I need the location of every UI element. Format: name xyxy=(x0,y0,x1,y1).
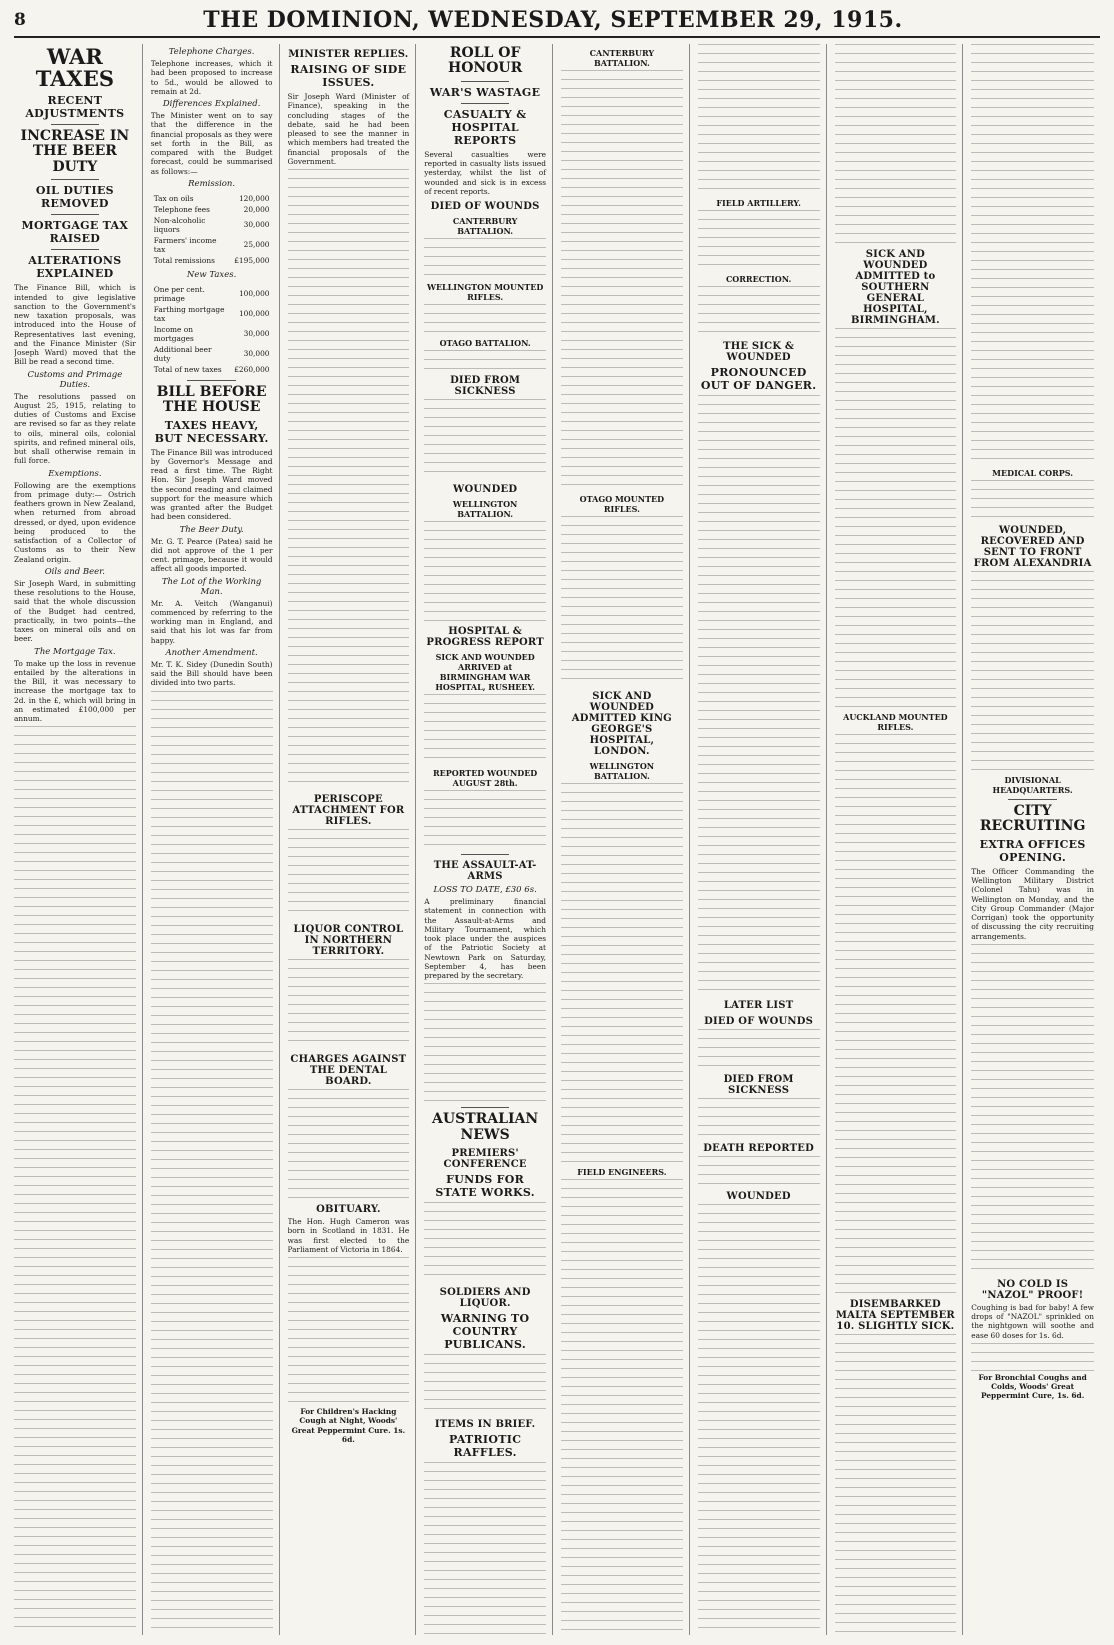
column-8 xyxy=(971,44,1100,1635)
heading-died-of-wounds-later: DIED OF WOUNDS xyxy=(704,1016,814,1027)
heading-auckland-mr: AUCKLAND MOUNTED RIFLES. xyxy=(843,712,948,732)
heading-died-sickness-later: DIED FROM SICKNESS xyxy=(723,1074,794,1096)
subhead-out-of-danger: PRONOUNCED OUT OF DANGER. xyxy=(700,366,817,392)
body-text-lines xyxy=(424,304,546,334)
body-text-lines xyxy=(971,480,1094,520)
body-text-lines xyxy=(561,1179,683,1635)
section-another-amendment: Another Amendment. xyxy=(165,647,258,658)
subhead-publicans: WARNING TO COUNTRY PUBLICANS. xyxy=(440,1312,530,1352)
divider xyxy=(461,854,510,855)
section-mortgage: The Mortgage Tax. xyxy=(34,646,116,657)
recruiting-text: The Officer Commanding the Wellington Military District (Colonel Tahu) was in Wellington on Monday, and the City Group Commander (Major Corrigan) took the opportunity of discussing the city recruiting arrangements. xyxy=(971,866,1094,941)
nazol-text: Coughing is bad for baby! A few drops of "NAZOL" sprinkled on the nightgown will soothe and ease 60 doses for 1s. 6d. xyxy=(971,1302,1094,1340)
amendment-text: Mr. T. K. Sidey (Dunedin South) said the Bill should have been divided into two parts. xyxy=(150,659,273,688)
headline-australian-news: AUSTRALIAN NEWS xyxy=(432,1111,539,1143)
heading-canterbury: CANTERBURY BATTALION. xyxy=(452,216,518,237)
columns xyxy=(14,44,1100,1635)
headline-dental-board: CHARGES AGAINST THE DENTAL BOARD. xyxy=(290,1054,407,1087)
heading-disembarked-malta: DISEMBARKED MALTA SEPTEMBER 10. SLIGHTLY SICK. xyxy=(835,1299,955,1332)
table-row xyxy=(153,256,271,265)
body-text-lines xyxy=(288,959,410,1049)
row-label: One per cent. primage xyxy=(153,284,205,303)
subhead-patriotic-raffles: PATRIOTIC RAFFLES. xyxy=(449,1433,522,1460)
row-label: Tax on oils xyxy=(153,193,194,203)
body-text-lines xyxy=(971,44,1094,464)
body-text-lines xyxy=(561,70,683,490)
subhead-state-works: FUNDS FOR STATE WORKS. xyxy=(435,1173,535,1200)
divider xyxy=(461,103,510,104)
heading-birmingham: SICK AND WOUNDED ARRIVED at BIRMINGHAM WAR HOSPITAL, RUSHEEY. xyxy=(435,652,535,693)
section-telephone: Telephone Charges. xyxy=(168,47,255,57)
column-6 xyxy=(698,44,827,1635)
headline-minister-replies: MINISTER REPLIES. xyxy=(288,49,409,60)
page-number: 8 xyxy=(14,10,26,30)
row-value: 100,000 xyxy=(238,309,270,319)
heading-sick-wounded: THE SICK & WOUNDED xyxy=(723,341,795,363)
body-text-lines xyxy=(698,1029,820,1069)
row-value: 30,000 xyxy=(243,220,270,230)
divider xyxy=(1008,799,1057,800)
headline-city-recruiting: CITY RECRUITING xyxy=(979,803,1086,835)
body-text-lines xyxy=(424,238,546,278)
body-text-lines xyxy=(971,571,1094,771)
body-text-lines xyxy=(698,1156,820,1186)
row-label: Additional beer duty xyxy=(153,344,212,363)
heading-field-artillery: FIELD ARTILLERY. xyxy=(716,198,801,208)
headline-obituary: OBITUARY. xyxy=(316,1204,381,1215)
body-text-lines xyxy=(971,944,1094,1274)
body-text-lines xyxy=(424,1202,546,1282)
row-label: Farthing mortgage tax xyxy=(153,304,225,323)
column-7 xyxy=(835,44,964,1635)
subhead-wars-wastage: WAR'S WASTAGE xyxy=(429,85,541,99)
row-value: 120,000 xyxy=(238,193,270,203)
heading-correction: CORRECTION. xyxy=(725,274,792,284)
new-taxes-table xyxy=(151,283,273,376)
body-text-lines xyxy=(561,783,683,1163)
row-label: Income on mortgages xyxy=(153,324,194,343)
masthead xyxy=(14,4,1100,38)
row-value: 30,000 xyxy=(243,349,270,359)
body-text-lines xyxy=(424,1354,546,1414)
heading-otago-mr: OTAGO MOUNTED RIFLES. xyxy=(579,494,665,514)
footer-advertisement: For Children's Hacking Cough at Night, Woods' Great Peppermint Cure. 1s. 6d. xyxy=(291,1407,406,1444)
row-value: 25,000 xyxy=(243,240,270,250)
subhead-casualty-reports: CASUALTY & HOSPITAL REPORTS xyxy=(443,107,527,147)
subhead-beer-duty: INCREASE IN THE BEER DUTY xyxy=(20,128,130,175)
total-value: £195,000 xyxy=(234,255,270,265)
table-row xyxy=(153,325,271,343)
body-text-lines xyxy=(424,1462,546,1635)
mortgage-text: To make up the loss in revenue entailed by the alterations in the Bill, it was necessary to increase the mortgage tax to 2d. in the £, which will bring in an estimated £100,000 per annum. xyxy=(14,658,136,724)
body-text-lines xyxy=(698,210,820,270)
total-label: Total of new taxes xyxy=(153,364,222,374)
heading-died-sickness: DIED FROM SICKNESS xyxy=(450,375,521,398)
row-label: Telephone fees xyxy=(153,204,210,214)
subhead-recent-adjustments: RECENT ADJUSTMENTS xyxy=(25,94,125,121)
table-row xyxy=(153,236,271,254)
body-text-lines xyxy=(835,734,957,1294)
subhead-oil-duties: OIL DUTIES REMOVED xyxy=(35,184,114,211)
body-text-lines xyxy=(288,1089,410,1199)
table-row xyxy=(153,285,271,303)
headline-items-brief: ITEMS IN BRIEF. xyxy=(434,1419,536,1431)
body-text-lines xyxy=(835,1334,957,1635)
remission-heading: Remission. xyxy=(188,178,236,189)
table-row xyxy=(153,365,271,374)
minister-text: Sir Joseph Ward (Minister of Finance), speaking in the concluding stages of the debate, said he had been pleased to see the manner in which members had treated the financial proposals of the Government. xyxy=(287,92,410,166)
section-differences: Differences Explained. xyxy=(162,99,261,109)
table-row xyxy=(153,216,271,234)
column-4 xyxy=(424,44,553,1635)
headline-liquor-control: LIQUOR CONTROL IN NORTHERN TERRITORY. xyxy=(293,924,404,957)
body-text-lines xyxy=(424,399,546,479)
row-value: 20,000 xyxy=(243,204,270,214)
section-beer-duty: The Beer Duty. xyxy=(179,524,244,535)
heading-later-list: LATER LIST xyxy=(723,1000,794,1011)
body-text-lines xyxy=(698,1204,820,1635)
bill-text: The Finance Bill was introduced by Governor's Message and read a first time. The Right Hon. Sir Joseph Ward moved the second reading and claimed support for the measure which was granted after the Budget had been considered. xyxy=(150,447,273,522)
headline-assault-at-arms: THE ASSAULT-AT-ARMS xyxy=(433,860,537,883)
roll-intro: Several casualties were reported in casualty lists issued yesterday, whilst the list of wounded and sick is in excess of recent reports. xyxy=(424,149,546,196)
body-text-lines xyxy=(424,350,546,370)
heading-wellington: WELLINGTON BATTALION. xyxy=(589,761,655,781)
table-row xyxy=(153,205,271,214)
section-customs: Customs and Primage Duties. xyxy=(27,369,123,390)
heading-king-georges: SICK AND WOUNDED ADMITTED KING GEORGE'S HOSPITAL, LONDON. xyxy=(571,691,672,757)
customs-text: The resolutions passed on August 25, 1915, relating to duties of Customs and Excise are revised so far as they relate to oils, mineral oils, colonial spirits, and refined mineral oils, but shall otherwise remain in full force. xyxy=(14,391,136,466)
section-oils-beer: Oils and Beer. xyxy=(44,566,106,577)
body-text-lines xyxy=(14,726,136,1635)
table-row xyxy=(153,305,271,323)
heading-reported-wounded: REPORTED WOUNDED AUGUST 28th. xyxy=(433,768,538,789)
row-value: 100,000 xyxy=(238,289,270,299)
table-row xyxy=(153,194,271,203)
section-working-man: The Lot of the Working Man. xyxy=(161,576,262,597)
row-label: Non-alcoholic liquors xyxy=(153,215,206,234)
divider xyxy=(51,214,100,215)
headline-nazol: NO COLD IS "NAZOL" PROOF! xyxy=(981,1278,1084,1301)
column-5 xyxy=(561,44,690,1635)
column-3 xyxy=(288,44,417,1635)
headline-periscope: PERISCOPE ATTACHMENT FOR RIFLES. xyxy=(292,794,405,827)
divider xyxy=(51,179,100,180)
headline-roll-of-honour: ROLL OF HONOUR xyxy=(447,45,523,77)
body-text-lines xyxy=(698,286,820,336)
body-text-lines xyxy=(288,829,410,919)
article-intro: The Finance Bill, which is intended to give legislative sanction to the Government's new taxation proposals, was introduced into the House of Representatives last evening, and the Finance Minister (Sir Joseph Ward) moved that the Bill be read a second time. xyxy=(14,283,136,367)
body-text-lines xyxy=(698,1098,820,1138)
subhead-mortgage-tax: MORTGAGE TAX RAISED xyxy=(21,219,129,246)
heading-field-engineers: FIELD ENGINEERS. xyxy=(577,1167,667,1177)
divider xyxy=(461,81,510,82)
heading-death-reported: DEATH REPORTED xyxy=(703,1143,814,1154)
telephone-text: Telephone increases, which it had been proposed to increase to 5d., would be allowed to remain at 2d. xyxy=(150,59,273,96)
body-text-lines xyxy=(835,328,957,708)
subhead-alterations: ALTERATIONS EXPLAINED xyxy=(28,254,122,281)
remission-table xyxy=(151,192,273,267)
body-text-lines xyxy=(424,983,546,1103)
total-label: Total remissions xyxy=(153,255,215,265)
differences-text: The Minister went on to say that the difference in the financial proposals as they were set forth in the Bill, as compared with the Budget forecast, could be summarised as follows:— xyxy=(150,111,273,176)
body-text-lines xyxy=(424,694,546,764)
heading-divisional-hq: DIVISIONAL HEADQUARTERS. xyxy=(992,775,1073,795)
oils-text: Sir Joseph Ward, in submitting these resolutions to the House, said that the whole discussion of the Budget had centred, practically, in two points—the taxes on mineral oils and on beer. xyxy=(14,578,136,644)
heading-canterbury: CANTERBURY BATTALION. xyxy=(589,48,655,68)
heading-otago: OTAGO BATTALION. xyxy=(439,338,531,349)
newspaper-title: THE DOMINION, WEDNESDAY, SEPTEMBER 29, 1915. xyxy=(203,7,903,33)
exemptions-text: Following are the exemptions from primage duty:— Ostrich feathers grown in New Zealand, when returned from abroad dressed, or dyed, upon evidence being produced to the satisfaction of a Collector of Customs as to their New Zealand origin. xyxy=(14,480,136,564)
assault-text: A preliminary financial statement in connection with the Assault-at-Arms and Military Tournament, which took place under the auspices of the Patriotic Society at Newtown Park on Saturday, September 4, has been prepared by the secretary. xyxy=(424,897,546,981)
divider xyxy=(51,124,100,125)
working-man-text: Mr. A. Veitch (Wanganui) commenced by referring to the working man in England, and said that his lot was far from happy. xyxy=(150,598,273,645)
headline-soldiers-liquor: SOLDIERS AND LIQUOR. xyxy=(439,1287,531,1310)
heading-southern-general: SICK AND WOUNDED ADMITTED to SOUTHERN GENERAL HOSPITAL, BIRMINGHAM. xyxy=(850,249,940,326)
subhead-taxes-heavy: TAXES HEAVY, BUT NECESSARY. xyxy=(154,418,269,445)
body-text-lines xyxy=(835,44,957,244)
total-value: £260,000 xyxy=(234,364,270,374)
body-text-lines xyxy=(151,691,273,1635)
body-text-lines xyxy=(971,1343,1094,1373)
bronchial-advertisement: For Bronchial Coughs and Colds, Woods' Great Peppermint Cure, 1s. 6d. xyxy=(978,1372,1087,1401)
heading-died-of-wounds: DIED OF WOUNDS xyxy=(430,201,540,213)
column-2 xyxy=(151,44,280,1635)
headline-war-taxes: WAR TAXES xyxy=(35,44,114,92)
body-text-lines xyxy=(288,1257,410,1407)
subhead-loss: LOSS TO DATE, £30 6s. xyxy=(433,885,537,896)
headline-premiers-conference: PREMIERS' CONFERENCE xyxy=(443,1148,527,1171)
beer-text: Mr. G. T. Pearce (Patea) said he did not approve of the 1 per cent. primage, because it would affect all goods imported. xyxy=(150,536,273,574)
column-1 xyxy=(14,44,143,1635)
subhead-extra-offices: EXTRA OFFICES OPENING. xyxy=(979,837,1086,864)
heading-wounded-later: WOUNDED xyxy=(726,1191,791,1202)
headline-bill-before-house: BILL BEFORE THE HOUSE xyxy=(156,383,267,416)
section-exemptions: Exemptions. xyxy=(48,468,102,479)
table-row xyxy=(153,345,271,363)
heading-wellington-battalion: WELLINGTON BATTALION. xyxy=(452,499,518,520)
divider xyxy=(51,249,100,250)
row-label: Farmers' income tax xyxy=(153,235,217,254)
heading-medical-corps: MEDICAL CORPS. xyxy=(992,468,1074,478)
body-text-lines xyxy=(424,521,546,621)
body-text-lines xyxy=(424,790,546,850)
body-text-lines xyxy=(288,169,410,789)
heading-wellington-mr: WELLINGTON MOUNTED RIFLES. xyxy=(426,282,544,303)
body-text-lines xyxy=(561,516,683,686)
heading-wounded-recovered: WOUNDED, RECOVERED AND SENT TO FRONT FROM ALEXANDRIA xyxy=(973,525,1092,569)
obituary-text: The Hon. Hugh Cameron was born in Scotland in 1831. He was first elected to the Parliament of Victoria in 1864. xyxy=(287,1217,410,1254)
heading-wounded: WOUNDED xyxy=(453,484,518,496)
divider xyxy=(187,380,236,381)
body-text-lines xyxy=(698,44,820,194)
body-text-lines xyxy=(698,395,820,995)
row-value: 30,000 xyxy=(243,329,270,339)
subhead-side-issues: RAISING OF SIDE ISSUES. xyxy=(290,63,407,89)
divider xyxy=(461,1107,510,1108)
heading-hospital-progress: HOSPITAL & PROGRESS REPORT xyxy=(426,626,544,649)
new-taxes-heading: New Taxes. xyxy=(186,269,237,280)
